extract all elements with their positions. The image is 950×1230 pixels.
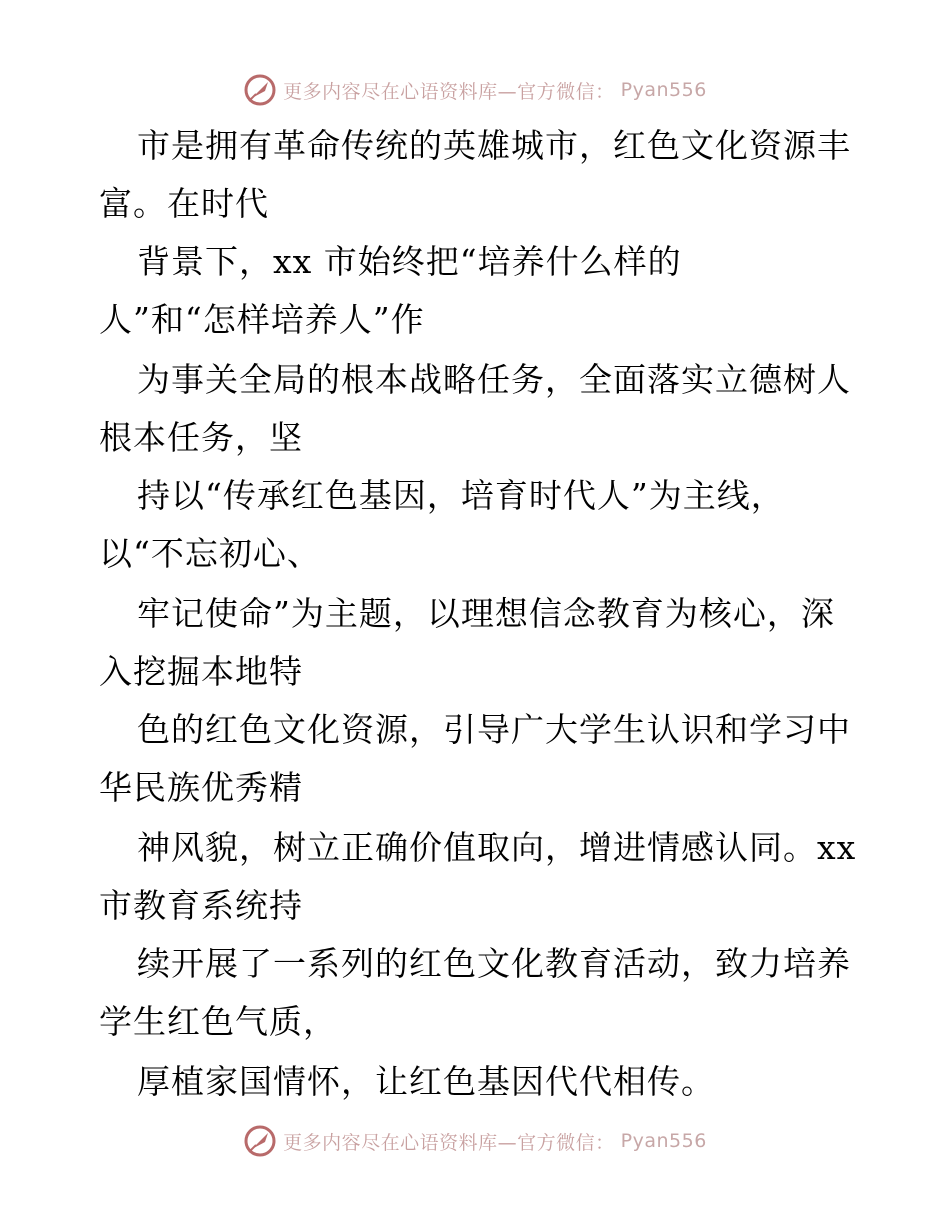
text-line: 入挖掘本地特 xyxy=(99,652,303,691)
text-line: 色的红色文化资源，引导广大学生认识和学习中 xyxy=(137,710,851,749)
text-line: 市是拥有革命传统的英雄城市，红色文化资源丰 xyxy=(137,126,851,165)
footer-watermark xyxy=(0,1121,950,1161)
text-line: 为事关全局的根本战略任务，全面落实立德树人 xyxy=(137,360,851,399)
text-line: 富。在时代 xyxy=(99,184,269,223)
quill-logo-icon xyxy=(243,1124,277,1158)
text-line: 续开展了一系列的红色文化教育活动，致力培养 xyxy=(137,944,851,983)
watermark-wechat-id: Pyan556 xyxy=(620,1130,707,1152)
text-line: 华民族优秀精 xyxy=(99,768,303,807)
text-line: 市教育系统持 xyxy=(99,886,303,925)
text-line: 学生红色气质， xyxy=(99,1002,337,1041)
watermark-text: 更多内容尽在心语资料库—官方微信： xyxy=(283,80,615,103)
text-line: 持以“传承红色基因，培育时代人”为主线， xyxy=(137,476,785,515)
text-line: 背景下，xx 市始终把“培养什么样的 xyxy=(137,242,682,281)
text-line: 牢记使命”为主题，以理想信念教育为核心，深 xyxy=(137,594,835,633)
watermark-wechat-id: Pyan556 xyxy=(620,79,707,101)
text-line: 厚植家国情怀，让红色基因代代相传。 xyxy=(137,1062,715,1101)
text-line: 根本任务，坚 xyxy=(99,418,303,457)
text-line: 以“不忘初心、 xyxy=(99,534,321,573)
text-line: 人”和“怎样培养人”作 xyxy=(99,300,425,339)
watermark-text: 更多内容尽在心语资料库—官方微信： xyxy=(283,1131,615,1154)
text-line: 神风貌，树立正确价值取向，增进情感认同。xx xyxy=(137,828,857,867)
